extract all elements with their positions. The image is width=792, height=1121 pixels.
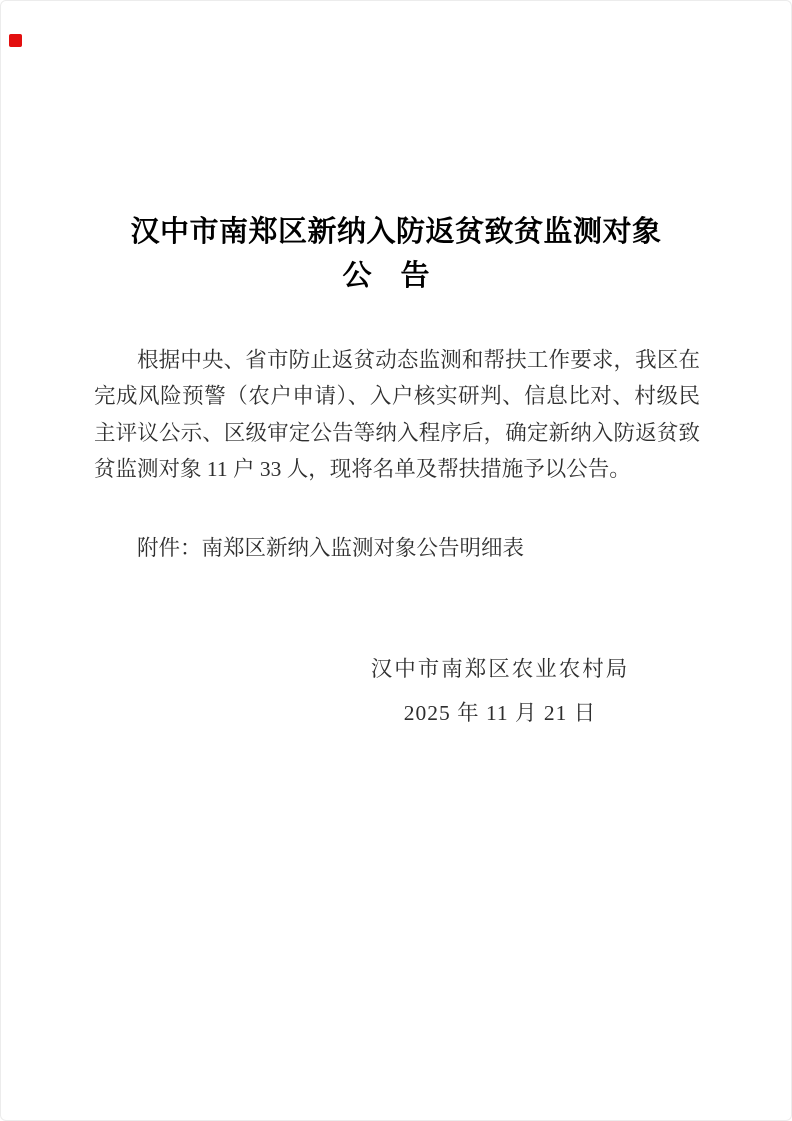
attachment-label: 附件： xyxy=(137,536,202,560)
red-marker-icon xyxy=(9,34,22,47)
attachment-line xyxy=(94,532,700,564)
body-line: 贫监测对象 11 户 33 人，现将名单及帮扶措施予以公告。 xyxy=(94,457,631,482)
issue-date: 2025 年 11 月 21 日 xyxy=(403,701,597,725)
document-title-line-2: 公 告 xyxy=(342,260,430,292)
document-title-line-1: 汉中市南郑区新纳入防返贫致贫监测对象 xyxy=(130,216,662,248)
body-paragraph xyxy=(94,342,700,488)
body-line: 根据中央、省市防止返贫动态监测和帮扶工作要求，我区在 xyxy=(137,348,700,372)
attachment-title: 南郑区新纳入监测对象公告明细表 xyxy=(201,536,525,560)
issuer-signature: 汉中市南郑区农业农村局 xyxy=(370,657,630,681)
body-line: 主评议公示、区级审定公告等纳入程序后，确定新纳入防返贫致 xyxy=(94,420,700,445)
body-line: 完成风险预警（农户申请）、入户核实研判、信息比对、村级民 xyxy=(94,384,700,409)
